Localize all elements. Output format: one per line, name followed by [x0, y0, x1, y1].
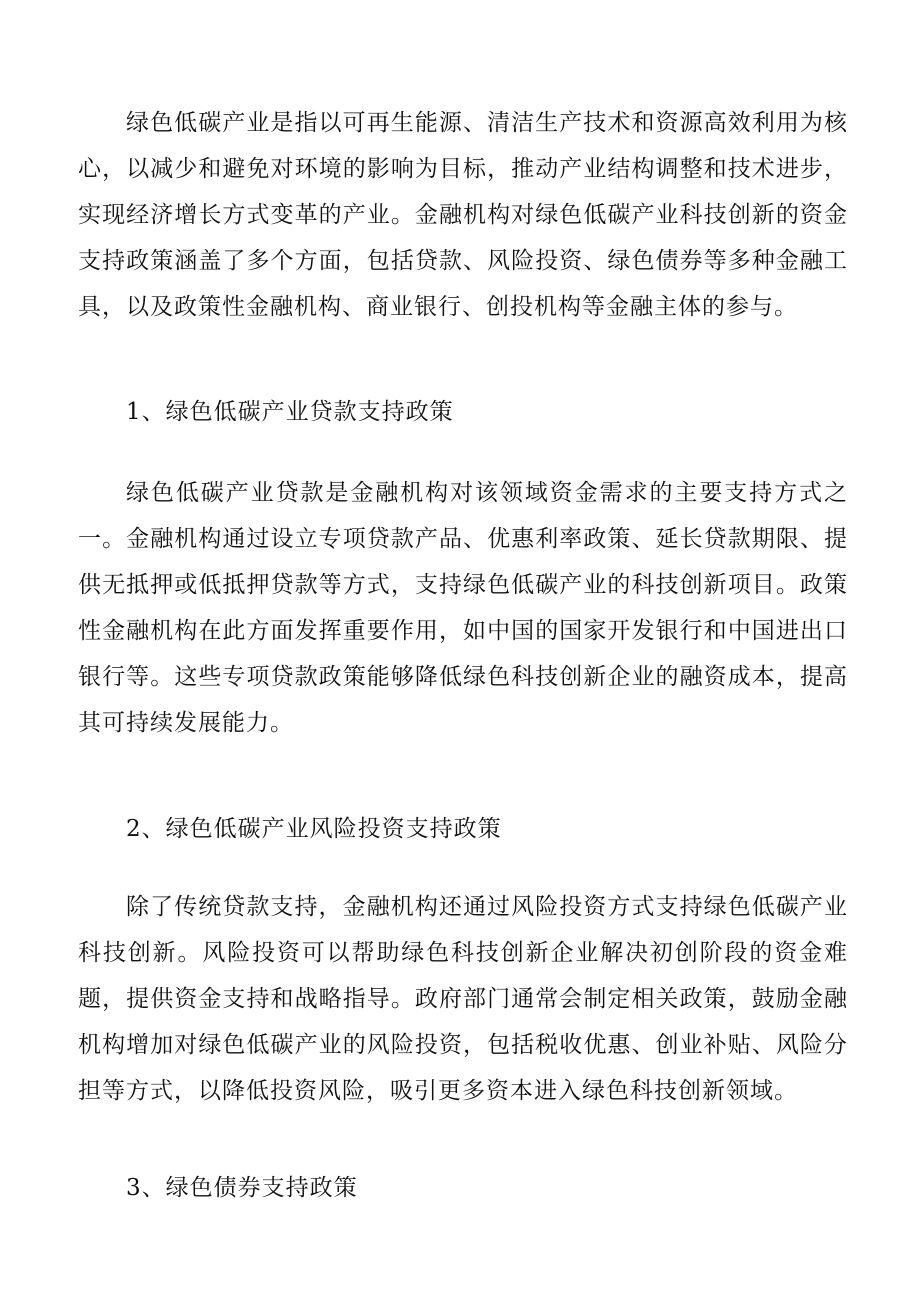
loan-policy-paragraph: 绿色低碳产业贷款是金融机构对该领域资金需求的主要支持方式之一。金融机构通过设立专项贷款产品、优惠利率政策、延长贷款期限、提供无抵押或低抵押贷款等方式，支持绿色低碳产业的科技创新项目。政策性金融机构在此方面发挥重要作用，如中国的国家开发银行和中国进出口银行等。这些专项贷款政策能够降低绿色科技创新企业的融资成本，提高其可持续发展能力。 — [78, 480, 848, 736]
section-heading-venture: 2、绿色低碳产业风险投资支持政策 — [126, 816, 502, 842]
section-heading-green-bond: 3、绿色债券支持政策 — [126, 1175, 358, 1201]
intro-paragraph: 绿色低碳产业是指以可再生能源、清洁生产技术和资源高效利用为核心，以减少和避免对环境的影响为目标，推动产业结构调整和技术进步，实现经济增长方式变革的产业。金融机构对绿色低碳产业科技创新的资金支持政策涵盖了多个方面，包括贷款、风险投资、绿色债券等多种金融工具，以及政策性金融机构、商业银行、创投机构等金融主体的参与。 — [78, 110, 848, 320]
venture-policy-paragraph: 除了传统贷款支持，金融机构还通过风险投资方式支持绿色低碳产业科技创新。风险投资可以帮助绿色科技创新企业解决初创阶段的资金难题，提供资金支持和战略指导。政府部门通常会制定相关政策，鼓励金融机构增加对绿色低碳产业的风险投资，包括税收优惠、创业补贴、风险分担等方式，以降低投资风险，吸引更多资本进入绿色科技创新领域。 — [78, 894, 848, 1104]
section-heading-loan: 1、绿色低碳产业贷款支持政策 — [126, 399, 454, 425]
